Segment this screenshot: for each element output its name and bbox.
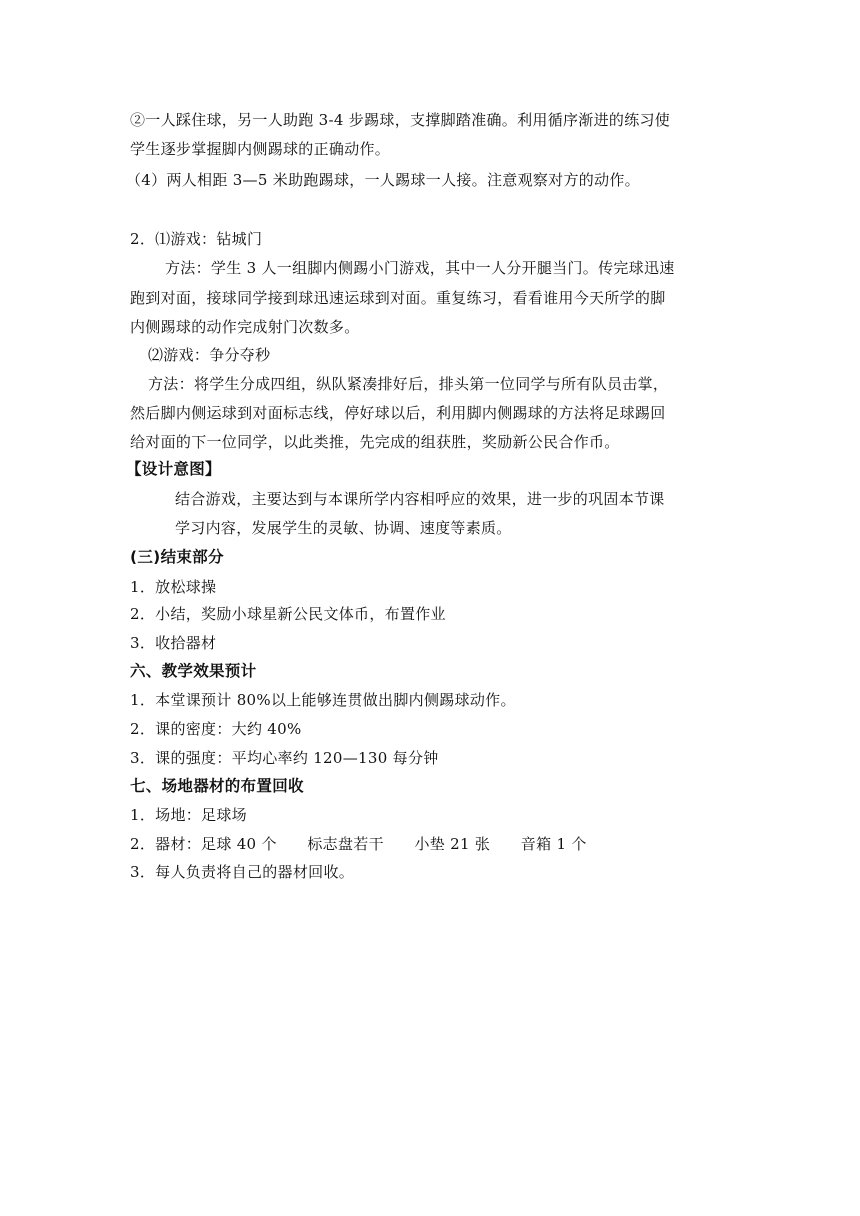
- game-1-heading: 2．⑴游戏：钻城门: [130, 230, 263, 248]
- venue-item-3: 3．每人负责将自己的器材回收。: [130, 863, 355, 881]
- venue-item-1: 1．场地：足球场: [130, 806, 247, 824]
- effect-item-1: 1．本堂课预计 80%以上能够连贯做出脚内侧踢球动作。: [130, 691, 516, 709]
- ending-section-heading: (三)结束部分: [130, 548, 224, 566]
- game-1-method-line-3: 内侧踢球的动作完成射门次数多。: [130, 318, 360, 336]
- design-intent-heading: 【设计意图】: [126, 460, 221, 478]
- section-6-heading: 六、教学效果预计: [130, 662, 257, 680]
- ending-item-1: 1．放松球操: [130, 578, 217, 596]
- effect-item-2: 2．课的密度：大约 40%: [130, 720, 302, 738]
- drill-2-line-1: ②一人踩住球，另一人助跑 3-4 步踢球，支撑脚踏准确。利用循序渐进的练习使: [130, 111, 671, 129]
- game-1-method-line-2: 跑到对面，接球同学接到球迅速运球到对面。重复练习，看看谁用今天所学的脚: [130, 289, 666, 307]
- ending-item-3: 3．收拾器材: [130, 634, 217, 652]
- section-7-heading: 七、场地器材的布置回收: [130, 777, 304, 795]
- drill-2-line-2: 学生逐步掌握脚内侧踢球的正确动作。: [130, 140, 391, 158]
- game-2-method-line-2: 然后脚内侧运球到对面标志线，停好球以后，利用脚内侧踢球的方法将足球踢回: [130, 404, 666, 422]
- game-2-method-line-3: 给对面的下一位同学，以此类推，先完成的组获胜，奖励新公民合作币。: [130, 433, 620, 451]
- game-1-method-line-1: 方法：学生 3 人一组脚内侧踢小门游戏，其中一人分开腿当门。传完球迅速: [165, 259, 675, 277]
- ending-item-2: 2．小结，奖励小球星新公民文体币，布置作业: [130, 605, 446, 623]
- drill-4-line: （4）两人相距 3—5 米助跑踢球，一人踢球一人接。注意观察对方的动作。: [126, 171, 640, 189]
- venue-item-2: 2．器材：足球 40 个 标志盘若干 小垫 21 张 音箱 1 个: [130, 835, 587, 853]
- design-intent-line-1: 结合游戏，主要达到与本课所学内容相呼应的效果，进一步的巩固本节课: [175, 490, 665, 508]
- game-2-heading: ⑵游戏：争分夺秒: [148, 346, 271, 364]
- design-intent-line-2: 学习内容，发展学生的灵敏、协调、速度等素质。: [175, 519, 512, 537]
- effect-item-3: 3．课的强度：平均心率约 120—130 每分钟: [130, 749, 439, 767]
- game-2-method-line-1: 方法：将学生分成四组，纵队紧凑排好后，排头第一位同学与所有队员击掌，: [148, 375, 669, 393]
